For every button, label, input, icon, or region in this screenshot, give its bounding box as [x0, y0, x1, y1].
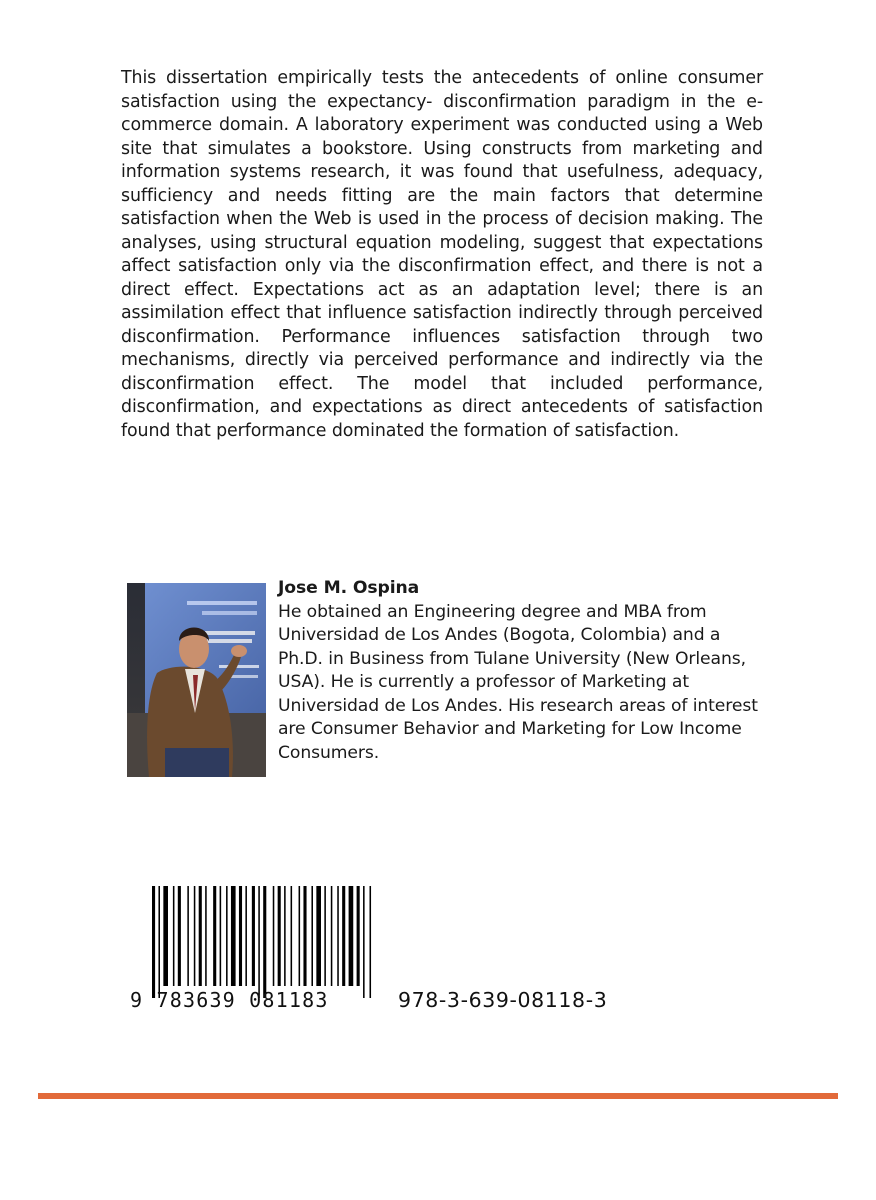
barcode-bar [239, 886, 242, 986]
author-info [278, 577, 768, 765]
barcode-bar [226, 886, 228, 986]
barcode-bar [199, 886, 202, 986]
barcode-bar [220, 886, 222, 986]
barcode-bar [342, 886, 345, 986]
barcode-bar [231, 886, 236, 986]
barcode-bar [245, 886, 247, 986]
barcode-bar [163, 886, 168, 986]
barcode-bar [258, 886, 260, 998]
footer-rule [38, 1093, 838, 1099]
barcode-bar [173, 886, 175, 986]
barcode-bar [187, 886, 189, 986]
barcode-bar [331, 886, 333, 986]
author-bio: He obtained an Engineering degree and MBA from Universidad de Los Andes (Bogota, Colombia) and a Ph.D. in Business from Tulane University (New Orleans, USA). He is currently a professor of Marketing at Universidad de Los Andes. His research areas of interest are Consumer Behavior and Marketing for Low Income Consumers. [278, 601, 758, 763]
barcode-bar [349, 886, 354, 986]
barcode-bar [178, 886, 181, 986]
author-name: Jose M. Ospina [278, 578, 420, 598]
barcode-bar [284, 886, 286, 986]
barcode-bar [252, 886, 255, 986]
barcode-bar [324, 886, 326, 986]
barcode-bar [194, 886, 196, 986]
barcode-bar [205, 886, 207, 986]
barcode-bar [357, 886, 360, 986]
isbn-number: 978-3-639-08118-3 [398, 988, 608, 1012]
author-photo [127, 583, 266, 777]
barcode-bar [337, 886, 339, 986]
barcode-bar [278, 886, 281, 986]
barcode-bar [158, 886, 160, 998]
abstract-text: This dissertation empirically tests the antecedents of online consumer satisfaction using the expectancy- disconfirmation paradigm in the e-commerce domain. A laboratory experiment was conducted using a Web site that simulates a bookstore. Using constructs from marketing and information systems research, it was found that usefulness, adequacy, sufficiency and needs fitting are the main factors that determine satisfaction when the Web is used in the process of decision making. The analyses, using structural equation modeling, suggest that expectations affect satisfaction only via the disconfirmation effect, and there is not a direct effect. Expectations act as an adaptation level; there is an assimilation effect that influence satisfaction indirectly through perceived disconfirmation. Performance influences satisfaction through two mechanisms, directly via perceived performance and indirectly via the disconfirmation effect. The model that included performance, disconfirmation, and expectations as direct antecedents of satisfaction found that performance dominated the formation of satisfaction. [121, 68, 763, 441]
barcode-bar [311, 886, 313, 986]
barcode-bar [263, 886, 266, 998]
barcode-bar [316, 886, 321, 986]
barcode-bar [213, 886, 216, 986]
barcode-bar [303, 886, 306, 986]
barcode-bar [273, 886, 275, 986]
barcode-bar [152, 886, 155, 998]
barcode-bar [291, 886, 293, 986]
barcode-bar [299, 886, 301, 986]
barcode-digits: 9 783639 081183 [130, 988, 329, 1011]
barcode-bar [370, 886, 372, 998]
barcode-bar [363, 886, 365, 998]
isbn-barcode [130, 886, 380, 1011]
